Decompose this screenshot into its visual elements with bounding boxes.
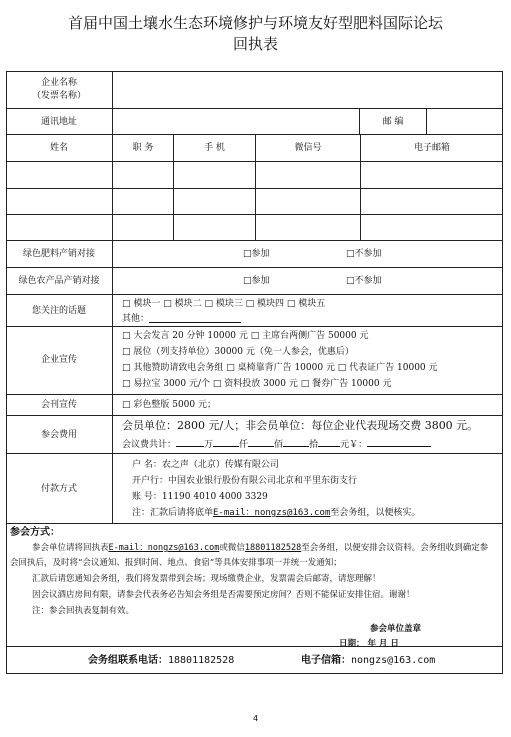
address-label: 通讯地址 <box>40 117 77 127</box>
fee-shi-input[interactable] <box>283 437 309 447</box>
fee-bai-input[interactable] <box>248 437 274 447</box>
fee-bai-unit: 佰 <box>274 440 284 450</box>
contact-name-header: 姓名 <box>49 143 68 153</box>
promotion-option-line-3[interactable]: □ 其他赞助请致电会务组 □ 桌椅靠背广告 10000 元 □ 代表证广告 10000 元 <box>122 363 438 373</box>
topics-other-text: 其他： <box>122 314 150 324</box>
footer-email <box>301 655 435 667</box>
promotion-option-line-2[interactable]: □ 展位（列支持单位）30000 元（免一人参会，优惠后） <box>122 347 354 357</box>
contact-wechat-header: 微信号 <box>294 143 322 153</box>
payment-account-name: 户 名：农之声（北京）传媒有限公司 <box>132 460 279 470</box>
receipt-form-table <box>6 71 503 674</box>
journal-option[interactable]: □ 彩色整版 5000 元； <box>122 400 216 410</box>
fee-total-line <box>122 437 431 451</box>
footer-email-label: 电子信箱： <box>301 655 351 666</box>
green-fertilizer-join-checkbox[interactable]: □参加 <box>243 249 270 259</box>
fee-total-prefix: 会议费共计： <box>122 440 177 450</box>
payment-label: 付款方式 <box>40 484 77 494</box>
payment-note <box>132 507 420 519</box>
method-paragraph-3: 汇款后请您通知会务组，我们将发票带到会场；现场缴费企业，发票需会后邮寄，请您理解！ <box>32 574 381 584</box>
topics-other-label <box>122 312 241 325</box>
method-paragraph-4: 因会议酒店房间有限，请参会代表务必告知会务组是否需要预定房间？否则不能保证安排住宿。谢谢！ <box>32 590 415 600</box>
date-label: 日期： 年 月 日 <box>339 639 399 649</box>
method-paragraph-1 <box>32 542 488 554</box>
address-field[interactable] <box>113 109 359 134</box>
topics-options[interactable]: □ 模块一 □ 模块二 □ 模块三 □ 模块四 □ 模块五 <box>122 299 326 309</box>
fee-yuan-input[interactable] <box>318 437 340 447</box>
method-p1a: 参会单位请将回执表 <box>32 543 109 553</box>
fee-rates: 会员单位：2800 元/人；非会员单位：每位企业代表现场交费 3800 元。 <box>122 419 479 432</box>
document-subtitle: 回执表 <box>232 35 278 53</box>
green-fertilizer-label: 绿色肥料产销对接 <box>22 249 95 259</box>
green-agri-decline-checkbox[interactable]: □不参加 <box>346 276 382 286</box>
green-agri-label: 绿色农产品产销对接 <box>18 276 100 286</box>
method-heading: 参会方式： <box>10 527 60 538</box>
contact-mobile-header: 手 机 <box>204 143 225 153</box>
payment-note-a: 注：汇款后请将底单 <box>132 508 214 518</box>
topics-label: 您关注的话题 <box>31 306 86 316</box>
fee-yuan-unit: 元￥： <box>340 440 368 450</box>
payment-bank: 开户行：中国农业银行股份有限公司北京和平里东街支行 <box>132 476 358 486</box>
footer-phone <box>88 655 234 667</box>
promotion-label: 企业宣传 <box>40 355 77 365</box>
payment-email-link[interactable]: E-mail：nongzs@163.com <box>213 508 331 518</box>
contact-position-header: 职 务 <box>132 143 154 153</box>
seal-label: 参会单位盖章 <box>370 624 422 634</box>
method-paragraph-2: 会回执后，及时将“会议通知、报到时间、地点、食宿”等具体安排事项一并统一发通知； <box>10 558 342 568</box>
topics-other-input[interactable] <box>149 312 241 323</box>
footer-phone-number: 18801182528 <box>168 655 235 666</box>
contact-entry-rows[interactable] <box>7 162 502 240</box>
fee-wan-input[interactable] <box>176 437 204 447</box>
postcode-label: 邮 编 <box>382 117 404 127</box>
fee-amount-input[interactable] <box>367 437 431 447</box>
contact-email-header: 电子邮箱 <box>413 143 450 153</box>
fee-wan-unit: 万 <box>204 440 214 450</box>
page-number: 4 <box>252 714 259 723</box>
fee-shi-unit: 拾 <box>309 440 319 450</box>
payment-note-c: 至会务组，以便核实。 <box>330 508 421 518</box>
green-fertilizer-decline-checkbox[interactable]: □不参加 <box>346 249 382 259</box>
green-agri-join-checkbox[interactable]: □参加 <box>243 276 270 286</box>
method-wechat-number: 18801182528 <box>244 543 302 553</box>
invoice-name-label: （发票名称） <box>31 91 86 101</box>
fee-qian-unit: 仟 <box>239 440 249 450</box>
footer-email-address[interactable]: nongzs@163.com <box>351 655 436 666</box>
company-name-field[interactable] <box>113 72 502 108</box>
document-title: 首届中国土壤水生态环境修护与环境友好型肥料国际论坛 <box>67 14 443 32</box>
footer-phone-label: 会务组联系电话： <box>88 655 168 666</box>
payment-account-number: 账 号：11190 4010 4000 3329 <box>132 492 268 502</box>
method-p1c: 或微信 <box>219 543 245 553</box>
method-p1e: 至会务组，以便安排会议资料。会务组收到确定参 <box>301 543 489 553</box>
company-name-label: 企业名称 <box>40 78 77 88</box>
fee-qian-input[interactable] <box>213 437 239 447</box>
promotion-option-line-4[interactable]: □ 易拉宝 3000 元/个 □ 资料投放 3000 元 □ 餐券广告 10000 元 <box>122 379 392 389</box>
method-email-link[interactable]: E-mail：nongzs@163.com <box>108 543 220 553</box>
fee-label: 参会费用 <box>40 430 77 440</box>
promotion-option-line-1[interactable]: □ 大会发言 20 分钟 10000 元 □ 主席台两侧广告 50000 元 <box>122 331 369 341</box>
method-paragraph-5: 注：参会回执表复制有效。 <box>32 606 135 616</box>
postcode-field[interactable] <box>427 109 502 134</box>
journal-label: 会刊宣传 <box>40 400 77 410</box>
